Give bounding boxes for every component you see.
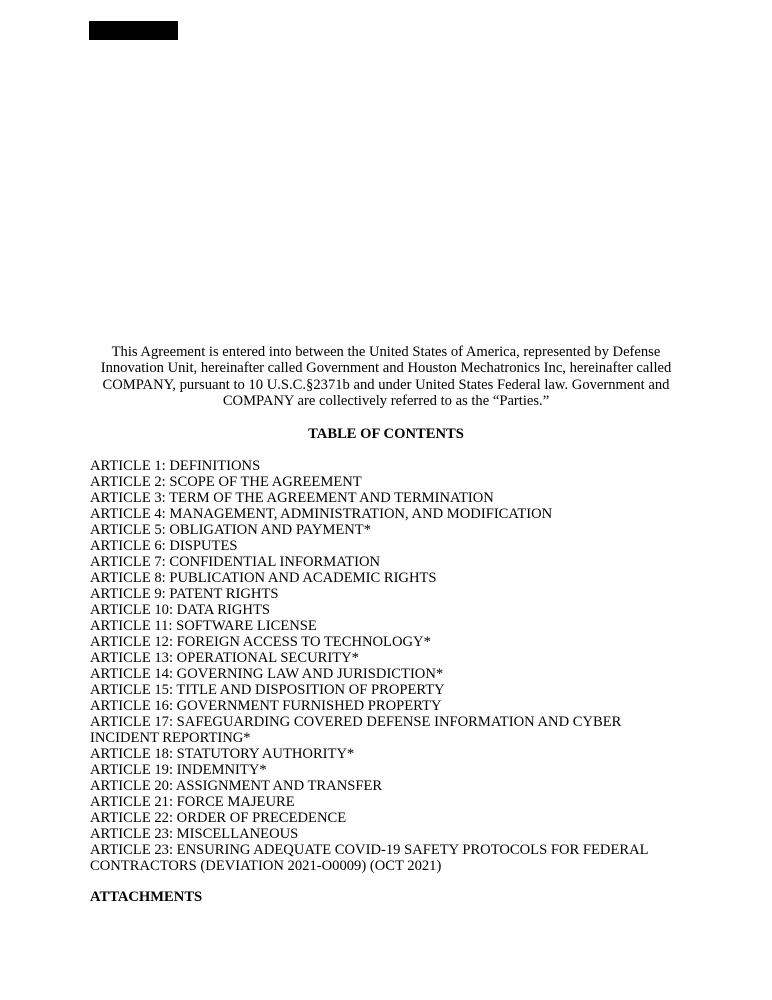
redaction-block: [89, 21, 178, 40]
attachments-heading: ATTACHMENTS: [90, 889, 203, 905]
toc-item: ARTICLE 4: MANAGEMENT, ADMINISTRATION, AND MODIFICATION: [90, 506, 553, 522]
toc-heading: TABLE OF CONTENTS: [308, 426, 464, 442]
toc-list: [90, 458, 690, 874]
toc-item: ARTICLE 1: DEFINITIONS: [90, 458, 261, 474]
toc-item: ARTICLE 3: TERM OF THE AGREEMENT AND TERMINATION: [90, 490, 494, 506]
toc-item: ARTICLE 9: PATENT RIGHTS: [90, 586, 279, 602]
toc-item: ARTICLE 20: ASSIGNMENT AND TRANSFER: [90, 778, 383, 794]
toc-item: ARTICLE 22: ORDER OF PRECEDENCE: [90, 810, 347, 826]
toc-item: ARTICLE 11: SOFTWARE LICENSE: [90, 618, 317, 634]
toc-item: ARTICLE 19: INDEMNITY*: [90, 762, 267, 778]
toc-item: ARTICLE 23: ENSURING ADEQUATE COVID-19 SAFETY PROTOCOLS FOR FEDERAL CONTRACTORS (DEVIATION 2021-O0009) (OCT 2021): [90, 842, 649, 874]
toc-item: ARTICLE 7: CONFIDENTIAL INFORMATION: [90, 554, 381, 570]
toc-item: ARTICLE 12: FOREIGN ACCESS TO TECHNOLOGY*: [90, 634, 431, 650]
agreement-intro-paragraph: This Agreement is entered into between the United States of America, represented by Defense Innovation Unit, hereinafter called Government and Houston Mechatronics Inc, hereinafter called COMPANY, pursuant to 10 U.S.C.§2371b and under United States Federal law. Government and COMPANY are collectively referred to as the “Parties.”: [100, 343, 672, 410]
toc-item: ARTICLE 10: DATA RIGHTS: [90, 602, 270, 618]
toc-item: ARTICLE 14: GOVERNING LAW AND JURISDICTION*: [90, 666, 444, 682]
toc-item: ARTICLE 16: GOVERNMENT FURNISHED PROPERTY: [90, 698, 442, 714]
toc-item: ARTICLE 2: SCOPE OF THE AGREEMENT: [90, 474, 362, 490]
toc-item: ARTICLE 23: MISCELLANEOUS: [90, 826, 299, 842]
toc-item: ARTICLE 8: PUBLICATION AND ACADEMIC RIGHTS: [90, 570, 437, 586]
toc-item: ARTICLE 6: DISPUTES: [90, 538, 238, 554]
toc-item: ARTICLE 18: STATUTORY AUTHORITY*: [90, 746, 355, 762]
toc-item: ARTICLE 5: OBLIGATION AND PAYMENT*: [90, 522, 372, 538]
toc-item: ARTICLE 21: FORCE MAJEURE: [90, 794, 295, 810]
toc-item: ARTICLE 13: OPERATIONAL SECURITY*: [90, 650, 359, 666]
toc-item: ARTICLE 17: SAFEGUARDING COVERED DEFENSE INFORMATION AND CYBER INCIDENT REPORTING*: [90, 714, 622, 746]
toc-item: ARTICLE 15: TITLE AND DISPOSITION OF PROPERTY: [90, 682, 445, 698]
